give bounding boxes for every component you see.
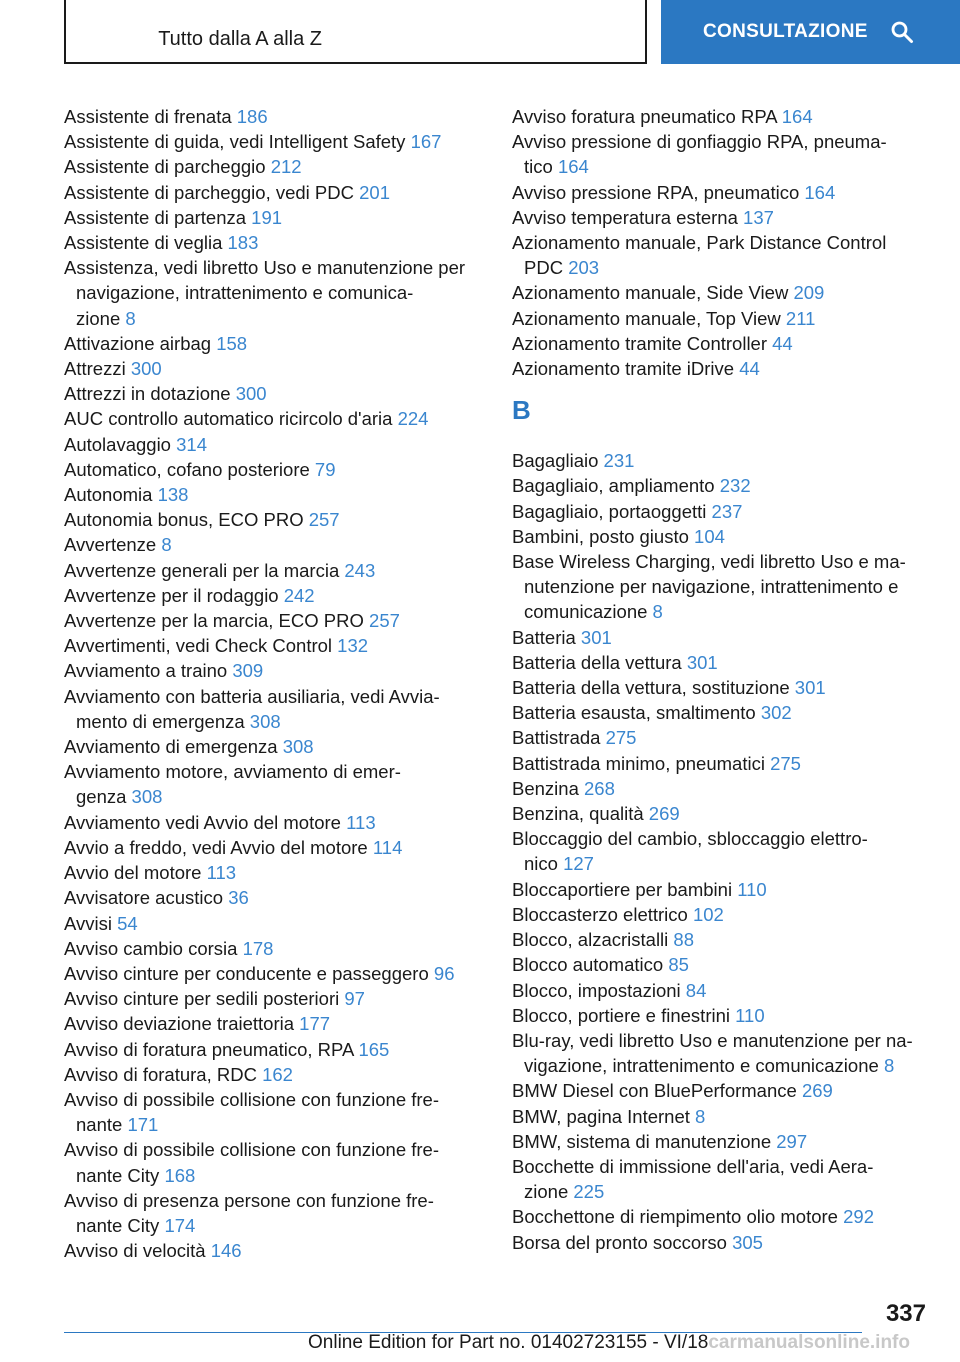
index-entry (64, 684, 482, 734)
page-link[interactable]: 158 (216, 332, 248, 354)
section-letter: B (512, 395, 531, 426)
page-link[interactable]: 110 (735, 1004, 765, 1026)
page-link[interactable]: 211 (785, 307, 816, 329)
entry-text: nante City (76, 1164, 160, 1186)
index-entry (64, 331, 482, 356)
index-entry (512, 700, 932, 725)
entry-text: tico (524, 156, 553, 178)
entry-text: BMW, sistema di manutenzione (512, 1130, 772, 1152)
page-link[interactable]: 138 (157, 484, 189, 506)
index-entry (512, 356, 932, 381)
index-entry (64, 759, 482, 809)
index-entry (64, 356, 482, 381)
page-link[interactable]: 275 (770, 752, 801, 774)
index-entry (512, 129, 932, 179)
entry-text: Bloccaportiere per bambini (512, 878, 733, 900)
index-entry (64, 860, 482, 885)
entry-text: AUC controllo automatico ricircolo d'aria (64, 408, 393, 430)
entry-text: Avviamento a traino (64, 660, 228, 682)
page-link[interactable]: 127 (563, 853, 594, 875)
index-entry (64, 1238, 482, 1263)
index-entry (64, 583, 482, 608)
entry-text: Avviso cinture per sedili posteriori (64, 988, 340, 1010)
index-entry (64, 129, 482, 154)
page-number: 337 (885, 1300, 926, 1327)
index-entry (512, 927, 932, 952)
index-column-left (64, 104, 482, 1263)
page-link[interactable]: 308 (249, 710, 281, 732)
entry-text: comunicazione (524, 601, 648, 623)
index-entry (512, 1129, 932, 1154)
index-group-a (512, 104, 932, 381)
page-link[interactable]: 186 (236, 106, 268, 127)
page-link[interactable]: 269 (648, 803, 680, 825)
entry-text: Avviso di foratura, RDC (64, 1063, 257, 1085)
entry-text: Batteria (512, 626, 576, 648)
entry-text: Avviso di possibile collisione con funzione fre- (64, 1139, 439, 1161)
page-link[interactable]: 178 (242, 937, 274, 959)
entry-text: Avviso deviazione traiettoria (64, 1013, 295, 1035)
page-link[interactable]: 174 (164, 1214, 196, 1236)
header-section-box (64, 0, 647, 64)
page-link[interactable]: 257 (308, 509, 340, 531)
page-link[interactable]: 302 (760, 702, 792, 724)
entry-text: Bocchette di immissione dell'aria, vedi Aera- (512, 1155, 874, 1177)
entry-text: Avviso cinture per conducente e passeggero (64, 962, 429, 984)
entry-text: PDC (524, 257, 564, 279)
index-entry (64, 457, 482, 482)
tab-label: CONSULTAZIONE (703, 21, 868, 42)
page-link[interactable]: 212 (270, 156, 302, 178)
index-entry (512, 1078, 932, 1103)
entry-text: Bloccaggio del cambio, sbloccaggio elettro- (512, 828, 868, 850)
entry-text: Azionamento tramite Controller (512, 332, 767, 354)
index-entry (512, 524, 932, 549)
index-entry (64, 381, 482, 406)
page-link[interactable]: 164 (804, 181, 836, 203)
index-entry (512, 1003, 932, 1028)
index-entry (64, 558, 482, 583)
page-link[interactable]: 104 (694, 525, 725, 547)
index-entry (64, 1137, 482, 1187)
entry-text: Avviso temperatura esterna (512, 206, 738, 228)
index-entry (512, 230, 932, 280)
entry-text: Base Wireless Charging, vedi libretto Uso e ma- (512, 551, 906, 573)
entry-text: Blocco, alzacristalli (512, 929, 669, 951)
page-link[interactable]: 137 (743, 206, 774, 228)
entry-text: Avviso di foratura pneumatico, RPA (64, 1038, 354, 1060)
index-entry (64, 1188, 482, 1238)
entry-text: Avvisi (64, 912, 112, 934)
footer-edition (308, 1332, 910, 1354)
index-entry (512, 499, 932, 524)
entry-text: Benzina (512, 777, 579, 799)
page-link[interactable]: 224 (397, 408, 429, 430)
entry-text: Assistente di veglia (64, 232, 223, 254)
entry-text: Assistente di frenata (64, 106, 232, 127)
index-entry (64, 961, 482, 986)
index-entry (512, 448, 932, 473)
entry-text: Avviso pressione di gonfiaggio RPA, pneuma- (512, 131, 887, 153)
page-link[interactable]: 308 (131, 786, 163, 808)
index-entry (512, 180, 932, 205)
page-link[interactable]: 269 (801, 1080, 833, 1102)
entry-text: Avviso di presenza persone con funzione fre- (64, 1189, 434, 1211)
page-link[interactable]: 110 (737, 878, 767, 900)
page-link[interactable]: 203 (568, 257, 600, 279)
index-entry (512, 952, 932, 977)
index-entry (64, 911, 482, 936)
index-entry (512, 801, 932, 826)
index-entry (512, 650, 932, 675)
index-entry (64, 482, 482, 507)
entry-text: Blu-ray, vedi libretto Uso e manutenzione per na- (512, 1029, 913, 1051)
entry-text: Avvio del motore (64, 862, 202, 884)
index-group-b (512, 448, 932, 1255)
entry-text: Avvisatore acustico (64, 887, 224, 909)
page-link[interactable]: 113 (346, 811, 376, 833)
entry-text: Azionamento manuale, Side View (512, 282, 789, 304)
index-entry (64, 986, 482, 1011)
index-entry (512, 1154, 932, 1204)
entry-text: Assistente di guida, vedi Intelligent Safety (64, 131, 406, 153)
entry-text: Blocco, impostazioni (512, 979, 681, 1001)
page-link[interactable]: 177 (299, 1013, 331, 1035)
page-link[interactable]: 191 (251, 206, 283, 228)
index-entry (512, 205, 932, 230)
index-entry (64, 1011, 482, 1036)
index-entry (512, 104, 932, 129)
entry-text: Assistente di parcheggio (64, 156, 266, 178)
page-link[interactable]: 164 (557, 156, 589, 178)
page-link[interactable]: 8 (125, 307, 136, 329)
entry-text: Autolavaggio (64, 433, 171, 455)
entry-text: Assistente di parcheggio, vedi PDC (64, 181, 354, 203)
entry-text: Attrezzi in dotazione (64, 383, 231, 405)
page-link[interactable]: 8 (161, 534, 172, 556)
page-link[interactable]: 88 (673, 929, 694, 951)
page-link[interactable]: 146 (210, 1240, 242, 1262)
index-entry (64, 810, 482, 835)
entry-text: Batteria esausta, smaltimento (512, 702, 756, 724)
index-entry (512, 1204, 932, 1229)
page-link[interactable]: 85 (668, 954, 689, 976)
index-entry (64, 255, 482, 331)
index-entry (64, 507, 482, 532)
page-link[interactable]: 309 (232, 660, 264, 682)
page-link[interactable]: 243 (344, 559, 376, 581)
page-link[interactable]: 292 (843, 1206, 874, 1228)
entry-text: Avvertimenti, vedi Check Control (64, 635, 333, 657)
index-entry (512, 280, 932, 305)
index-entry (64, 532, 482, 557)
index-entry (64, 1037, 482, 1062)
entry-text: Batteria della vettura (512, 651, 682, 673)
index-entry (64, 432, 482, 457)
entry-text: zione (76, 307, 121, 329)
page-link[interactable]: 8 (883, 1055, 895, 1077)
page-link[interactable]: 268 (584, 777, 615, 799)
page-link[interactable]: 167 (410, 131, 442, 153)
entry-text: Avvertenze per il rodaggio (64, 584, 279, 606)
entry-text: zione (524, 1181, 569, 1203)
index-entry (64, 230, 482, 255)
index-entry (64, 104, 482, 129)
page-link[interactable]: 132 (337, 635, 369, 657)
entry-text: genza (76, 786, 127, 808)
index-entry (512, 306, 932, 331)
page-link[interactable]: 96 (433, 962, 455, 984)
page-link[interactable]: 301 (794, 677, 826, 699)
entry-text: Autonomia (64, 484, 153, 506)
entry-text: Autonomia bonus, ECO PRO (64, 509, 304, 531)
entry-text: Avvertenze per la marcia, ECO PRO (64, 610, 364, 632)
page-link[interactable]: 301 (580, 626, 612, 648)
entry-text: Attivazione airbag (64, 332, 212, 354)
index-column-right (512, 104, 932, 1255)
page-link[interactable]: 308 (282, 736, 314, 758)
index-entry (64, 180, 482, 205)
page-link[interactable]: 36 (228, 887, 249, 909)
page-link[interactable]: 300 (130, 358, 162, 380)
index-entry (64, 835, 482, 860)
index-entry (64, 406, 482, 431)
entry-text: nutenzione per navigazione, intrattenimento e (524, 576, 899, 598)
index-entry (512, 1028, 932, 1078)
section-title: Tutto dalla A alla Z (158, 28, 322, 50)
consultazione-tab[interactable] (661, 0, 960, 64)
watermark: carmanualsonline.info (708, 1332, 910, 1353)
entry-text: Attrezzi (64, 358, 126, 380)
index-entry (512, 549, 932, 625)
index-entry (64, 885, 482, 910)
entry-text: Bagagliaio, ampliamento (512, 475, 715, 497)
page-link[interactable]: 237 (711, 500, 743, 522)
page-link[interactable]: 8 (695, 1105, 706, 1127)
entry-text: mento di emergenza (76, 710, 245, 732)
edition-text: Online Edition for Part no. 01402723155 - VI/18 (308, 1332, 709, 1353)
entry-text: Assistenza, vedi libretto Uso e manutenzione per (64, 257, 466, 279)
search-icon[interactable] (890, 20, 914, 44)
entry-text: Batteria della vettura, sostituzione (512, 677, 790, 699)
index-entry (64, 1087, 482, 1137)
index-entry (64, 633, 482, 658)
entry-text: Avviamento di emergenza (64, 736, 278, 758)
entry-text: Avviamento vedi Avvio del motore (64, 811, 341, 833)
index-entry (512, 331, 932, 356)
page-link[interactable]: 300 (235, 383, 267, 405)
page-link[interactable]: 275 (605, 727, 637, 749)
entry-text: Avviamento con batteria ausiliaria, vedi Avvia- (64, 685, 440, 707)
page-link[interactable]: 44 (739, 358, 760, 380)
index-entry (512, 675, 932, 700)
page-link[interactable]: 114 (372, 836, 403, 858)
page-link[interactable]: 44 (772, 332, 793, 354)
entry-text: Avviso foratura pneumatico RPA (512, 106, 777, 127)
page-link[interactable]: 165 (358, 1038, 390, 1060)
page-link[interactable]: 171 (127, 1114, 159, 1136)
entry-text: Avviso cambio corsia (64, 937, 238, 959)
entry-text: nante City (76, 1214, 160, 1236)
entry-text: nico (524, 853, 558, 875)
entry-text: Bagagliaio (512, 450, 599, 472)
index-entry (64, 608, 482, 633)
entry-text: Avvertenze generali per la marcia (64, 559, 340, 581)
index-entry (64, 658, 482, 683)
entry-text: nante (76, 1114, 123, 1136)
index-entry (512, 826, 932, 876)
page-link[interactable]: 97 (344, 988, 365, 1010)
entry-text: Assistente di partenza (64, 206, 247, 228)
index-entry (512, 776, 932, 801)
page-link[interactable]: 84 (685, 979, 707, 1001)
index-entry (64, 936, 482, 961)
index-entry (512, 473, 932, 498)
index-entry (64, 154, 482, 179)
entry-text: Battistrada (512, 727, 601, 749)
page-link[interactable]: 54 (117, 912, 138, 934)
page-link[interactable]: 168 (164, 1164, 196, 1186)
page-link[interactable]: 225 (573, 1181, 605, 1203)
page-link[interactable]: 297 (776, 1130, 808, 1152)
index-entry (512, 877, 932, 902)
page-link[interactable]: 79 (314, 458, 336, 480)
entry-text: Avviso di velocità (64, 1240, 206, 1262)
index-entry (512, 625, 932, 650)
index-entry (512, 751, 932, 776)
entry-text: Bloccasterzo elettrico (512, 903, 688, 925)
entry-text: Bocchettone di riempimento olio motore (512, 1206, 838, 1228)
index-entry (512, 902, 932, 927)
index-entry (512, 1104, 932, 1129)
entry-text: Azionamento manuale, Park Distance Control (512, 232, 887, 254)
page-link[interactable]: 257 (369, 610, 400, 632)
entry-text: Borsa del pronto soccorso (512, 1231, 727, 1253)
entry-text: Bambini, posto giusto (512, 525, 689, 547)
entry-text: vigazione, intrattenimento e comunicazione (524, 1055, 879, 1077)
page-link[interactable]: 113 (206, 862, 237, 884)
entry-text: Automatico, cofano posteriore (64, 458, 310, 480)
entry-text: Blocco, portiere e finestrini (512, 1004, 730, 1026)
entry-text: Avviamento motore, avviamento di emer- (64, 761, 401, 783)
entry-text: Avviso di possibile collisione con funzione fre- (64, 1088, 439, 1110)
entry-text: Battistrada minimo, pneumatici (512, 752, 765, 774)
index-entry (64, 734, 482, 759)
page-link[interactable]: 102 (692, 903, 724, 925)
page-link[interactable]: 242 (283, 584, 315, 606)
page-link[interactable]: 301 (686, 651, 718, 673)
entry-text: Benzina, qualità (512, 803, 644, 825)
page-link[interactable]: 162 (262, 1063, 293, 1085)
entry-text: Bagagliaio, portaoggetti (512, 500, 707, 522)
page-link[interactable]: 209 (793, 282, 825, 304)
page-link[interactable]: 232 (719, 475, 751, 497)
index-entry (64, 205, 482, 230)
entry-text: Avvio a freddo, vedi Avvio del motore (64, 836, 368, 858)
page-link[interactable]: 183 (227, 232, 259, 254)
entry-text: BMW, pagina Internet (512, 1105, 690, 1127)
page-link[interactable]: 314 (176, 433, 207, 455)
entry-text: Azionamento tramite iDrive (512, 358, 735, 380)
page-link[interactable]: 231 (603, 450, 635, 472)
index-entry (512, 1230, 932, 1255)
index-entry (512, 725, 932, 750)
entry-text: Azionamento manuale, Top View (512, 307, 781, 329)
entry-text: Avviso pressione RPA, pneumatico (512, 181, 800, 203)
entry-text: Avvertenze (64, 534, 157, 556)
page-link[interactable]: 305 (732, 1231, 763, 1253)
page-link[interactable]: 164 (781, 106, 813, 127)
entry-text: BMW Diesel con BluePerformance (512, 1080, 797, 1102)
index-entry (64, 1062, 482, 1087)
page-link[interactable]: 8 (652, 601, 663, 623)
page-link[interactable]: 201 (359, 181, 390, 203)
entry-text: navigazione, intrattenimento e comunica- (76, 282, 414, 304)
index-entry (512, 978, 932, 1003)
entry-text: Blocco automatico (512, 954, 664, 976)
